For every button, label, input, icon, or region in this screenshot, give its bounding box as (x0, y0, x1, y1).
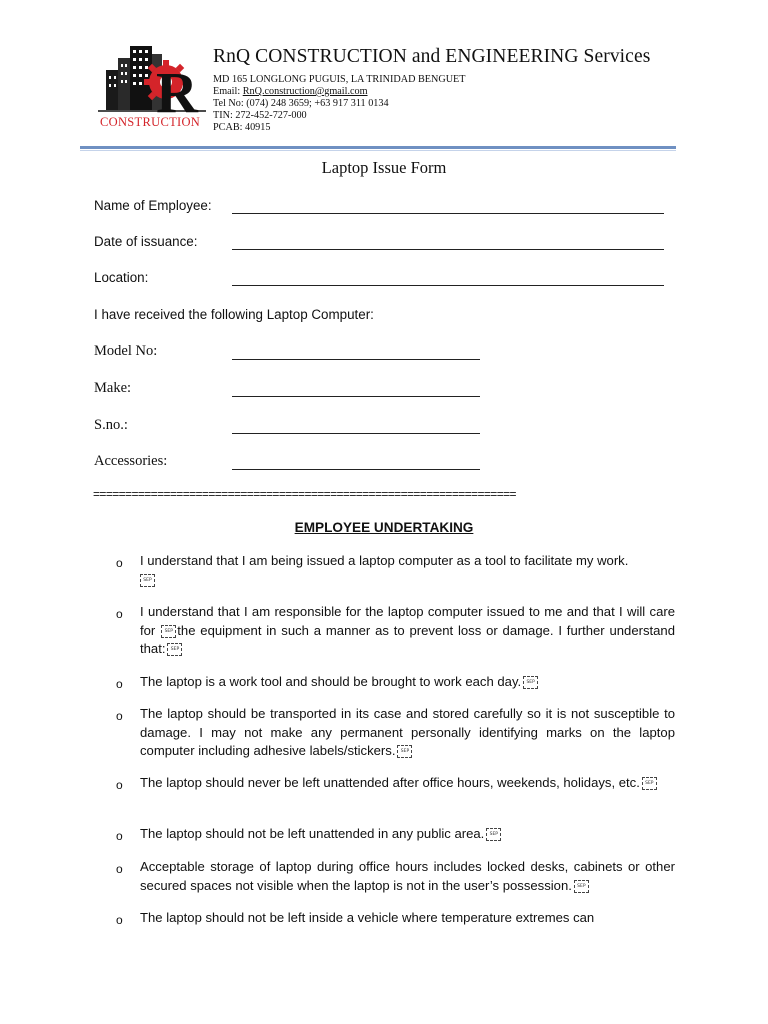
sep-icon: SEP (642, 777, 657, 790)
logo-caption: CONSTRUCTION (100, 115, 201, 129)
accessories-line[interactable] (232, 469, 480, 470)
make-label: Make: (94, 380, 132, 396)
serial-no-label: S.no.: (94, 417, 128, 433)
bullet-icon: o (116, 677, 123, 691)
undertaking-item-1 (140, 552, 675, 589)
model-no-line[interactable] (232, 359, 480, 360)
issuance-date-label: Date of issuance: (94, 234, 198, 249)
undertaking-item-4 (140, 705, 675, 761)
company-tin: TIN: 272-452-727-000 (213, 110, 307, 121)
company-tel: Tel No: (074) 248 3659; +63 917 311 0134 (213, 98, 389, 109)
location-label: Location: (94, 270, 149, 285)
undertaking-heading (0, 520, 768, 535)
serial-no-line[interactable] (232, 433, 480, 434)
item-text: Acceptable storage of laptop during office hours includes locked desks, cabinets or other secured spaces not visible when the laptop is not in the user’s possession. (140, 859, 675, 893)
undertaking-heading-text: EMPLOYEE UNDERTAKING (294, 520, 474, 535)
company-name: RnQ CONSTRUCTION and ENGINEERING Services (213, 46, 651, 67)
accessories-label: Accessories: (94, 453, 168, 469)
sep-icon: SEP (486, 828, 501, 841)
bullet-icon: o (116, 862, 123, 876)
bullet-icon: o (116, 913, 123, 927)
employee-name-line[interactable] (232, 213, 664, 214)
bullet-icon: o (116, 829, 123, 843)
email-label: Email: (213, 86, 243, 97)
sep-icon: SEP (140, 574, 155, 587)
sep-icon: SEP (397, 745, 412, 758)
employee-name-label: Name of Employee: (94, 198, 212, 213)
make-line[interactable] (232, 396, 480, 397)
building-gear-logo-icon (98, 40, 208, 132)
bullet-icon: o (116, 607, 123, 621)
sep-icon: SEP (167, 643, 182, 656)
logo-letter: R (156, 60, 198, 125)
undertaking-item-3 (140, 673, 675, 692)
item-text: I understand that I am responsible for the laptop computer issued to me and that I will care for (140, 604, 675, 638)
issuance-date-line[interactable] (232, 249, 664, 250)
item-text: The laptop should never be left unattended after office hours, weekends, holidays, etc. (140, 775, 640, 790)
item-text: the equipment in such a manner as to prevent loss or damage. I further understand that: (140, 622, 675, 656)
company-logo (98, 40, 208, 132)
undertaking-item-5 (140, 774, 675, 793)
received-statement: I have received the following Laptop Computer: (94, 307, 374, 322)
undertaking-item-6 (140, 825, 675, 844)
company-email (213, 86, 368, 98)
item-text: The laptop should not be left unattended in any public area. (140, 826, 485, 841)
undertaking-item-2 (140, 603, 675, 659)
item-text: The laptop should be transported in its case and stored carefully so it is not susceptible to damage. I may not make any permanent personally identifying marks on the laptop computer including adhesive labels/stickers. (140, 706, 675, 758)
header-divider-shadow (80, 150, 676, 151)
item-text: The laptop should not be left inside a vehicle where temperature extremes can (140, 910, 595, 925)
item-text: I understand that I am being issued a laptop computer as a tool to facilitate my work. (140, 553, 629, 568)
sep-icon: SEP (574, 880, 589, 893)
sep-icon: SEP (161, 625, 176, 638)
bullet-icon: o (116, 556, 123, 570)
bullet-icon: o (116, 778, 123, 792)
form-title: Laptop Issue Form (321, 158, 447, 177)
company-address: MD 165 LONGLONG PUGUIS, LA TRINIDAD BENGUET (213, 74, 466, 85)
item-text: The laptop is a work tool and should be brought to work each day. (140, 674, 522, 689)
undertaking-item-7 (140, 858, 675, 895)
location-line[interactable] (232, 285, 664, 286)
bullet-icon: o (116, 709, 123, 723)
company-pcab: PCAB: 40915 (213, 122, 271, 133)
email-link[interactable]: RnQ.construction@gmail.com (242, 86, 368, 97)
sep-icon: SEP (523, 676, 538, 689)
undertaking-item-8 (140, 909, 675, 928)
section-separator: ================================================================== (93, 487, 516, 501)
model-no-label: Model No: (94, 343, 158, 359)
